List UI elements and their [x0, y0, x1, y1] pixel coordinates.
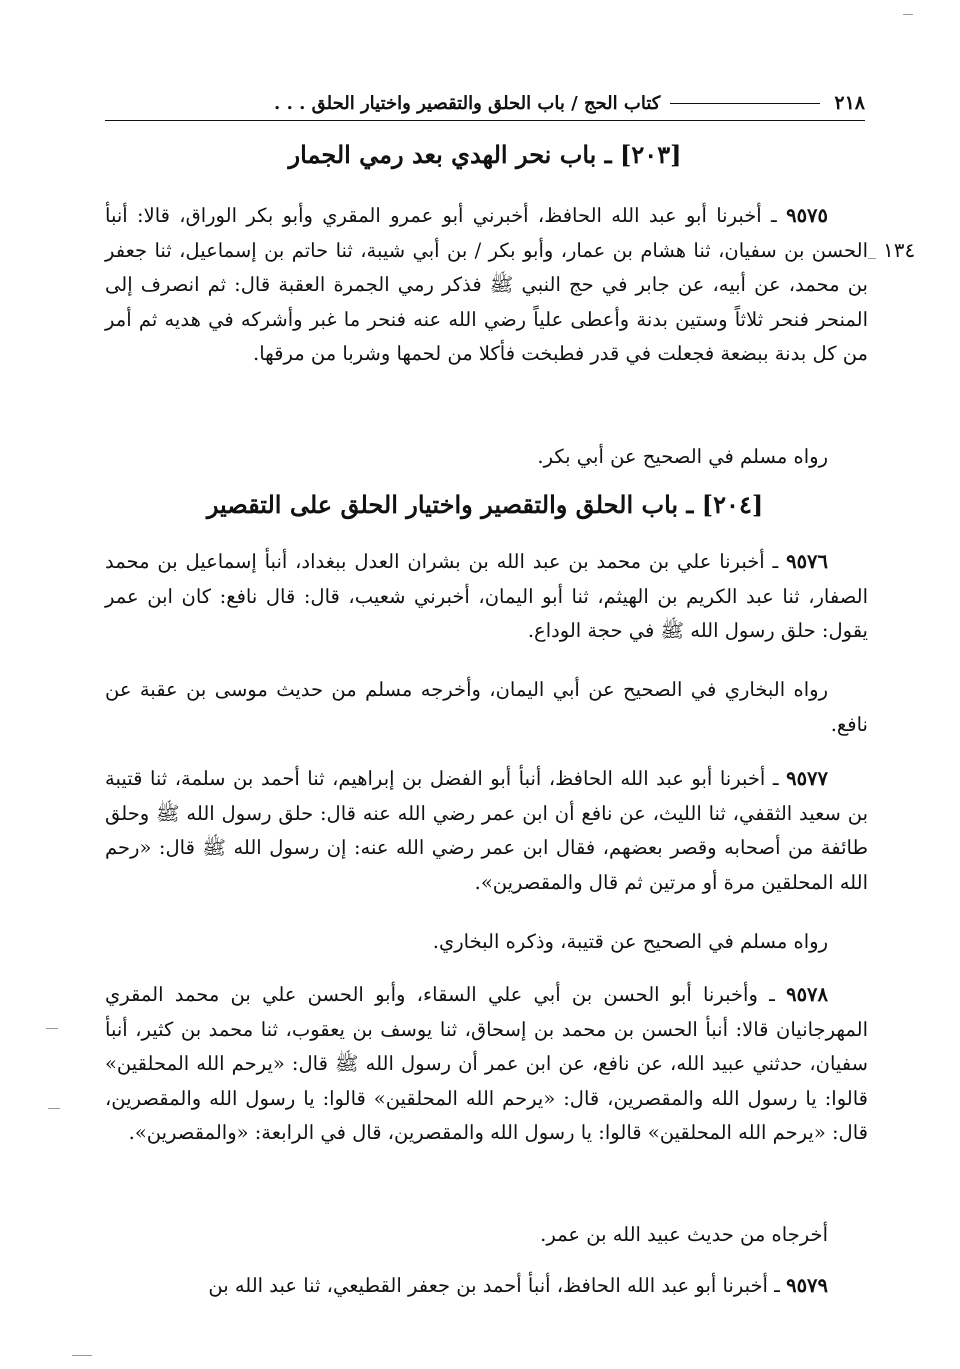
- margin-tick: [903, 14, 913, 15]
- page-number: ٢١٨: [834, 92, 865, 114]
- hadith-9579: [105, 1269, 868, 1304]
- hadith-9576: [105, 545, 868, 649]
- hadith-note: رواه مسلم في الصحيح عن أبي بكر.: [537, 445, 828, 468]
- hadith-number: ٩٥٧٩: [786, 1274, 828, 1297]
- margin-tick: [46, 1028, 58, 1029]
- section-heading-203: [٢٠٣] ـ باب نحر الهدي بعد رمي الجمار: [288, 140, 682, 169]
- margin-page-reference: ١٣٤: [883, 238, 916, 262]
- hadith-text: ـ أخبرنا أبو عبد الله الحافظ، أنبأ أبو الفضل بن إبراهيم، ثنا أحمد بن سلمة، ثنا قتيبة بن سعيد الثقفي، ثنا الليث، عن نافع أن ابن عمر رضي الله عنه قال: حلق رسول الله ﷺ وحلق طائفة من أصحابه وقصر بعضهم، فقال ابن عمر رضي الله عنه: إن رسول الله ﷺ قال: «رحم الله المحلقين مرة أو مرتين ثم قال والمقصرين».: [105, 767, 868, 894]
- hadith-text: ـ أخبرنا أبو عبد الله الحافظ، أخبرني أبو عمرو المقري وأبو بكر الوراق، قالا: أنبأ الحسن بن سفيان، ثنا هشام بن عمار، وأبو بكر / بن أبي شيبة، ثنا حاتم بن إسماعيل، ثنا جعفر بن محمد، عن أبيه، عن جابر في حج النبي ﷺ فذكر رمي الجمرة العقبة قال: ثم انصرف إلى المنحر فنحر ثلاثاً وستين بدنة وأعطى علياً رضي الله عنه فنحر ما غبر وأشركه في هديه ثم أمر من كل بدنة ببضعة فجعلت في قدر فطبخت فأكلا من لحمها وشربا من مرقها.: [105, 204, 868, 365]
- running-header: [105, 86, 865, 121]
- hadith-note: أخرجاه من حديث عبيد الله بن عمر.: [540, 1223, 828, 1246]
- margin-tick: [48, 1108, 60, 1109]
- hadith-note: رواه البخاري في الصحيح عن أبي اليمان، وأخرجه مسلم من حديث موسى بن عقبة عن نافع.: [105, 678, 868, 736]
- margin-tick: [868, 258, 876, 259]
- margin-tick: [72, 1355, 92, 1356]
- section-heading-204: [٢٠٤] ـ باب الحلق والتقصير واختيار الحلق على التقصير: [206, 490, 764, 519]
- hadith-note: رواه مسلم في الصحيح عن قتيبة، وذكره البخاري.: [432, 930, 828, 953]
- running-title: كتاب الحج / باب الحلق والتقصير واختيار الحلق . . .: [274, 92, 661, 114]
- hadith-9578: [105, 978, 868, 1151]
- hadith-number: ٩٥٧٦: [786, 550, 828, 573]
- hadith-number: ٩٥٧٥: [786, 204, 828, 227]
- hadith-9575: [105, 199, 868, 372]
- header-rule: [670, 103, 820, 104]
- hadith-text: ـ أخبرنا علي بن محمد بن عبد الله بن بشران العدل ببغداد، أنبأ إسماعيل بن محمد الصفار، ثنا عبد الكريم بن الهيثم، ثنا أبو اليمان، أخبرني شعيب، قال: قال نافع: كان ابن عمر يقول: حلق رسول الله ﷺ في حجة الوداع.: [105, 550, 868, 642]
- hadith-number: ٩٥٧٨: [786, 983, 828, 1006]
- hadith-9577: [105, 762, 868, 900]
- hadith-number: ٩٥٧٧: [786, 767, 828, 790]
- hadith-text: ـ أخبرنا أبو عبد الله الحافظ، أنبأ أحمد بن جعفر القطيعي، ثنا عبد الله بن: [208, 1274, 787, 1297]
- hadith-text: ـ وأخبرنا أبو الحسن بن أبي علي السقاء، وأبو الحسن علي بن محمد المقري المهرجانيان قالا: أنبأ الحسن بن محمد بن إسحاق، ثنا يوسف بن يعقوب، ثنا محمد بن كثير، أنبأ سفيان، حدثني عبيد الله، عن نافع، عن ابن عمر أن رسول الله ﷺ قال: «يرحم الله المحلقين» قالوا: يا رسول الله والمقصرين، قال: «يرحم الله المحلقين» قالوا: يا رسول الله والمقصرين، قال: «يرحم الله المحلقين» قالوا: يا رسول الله والمقصرين، قال في الرابعة: «والمقصرين».: [105, 983, 868, 1144]
